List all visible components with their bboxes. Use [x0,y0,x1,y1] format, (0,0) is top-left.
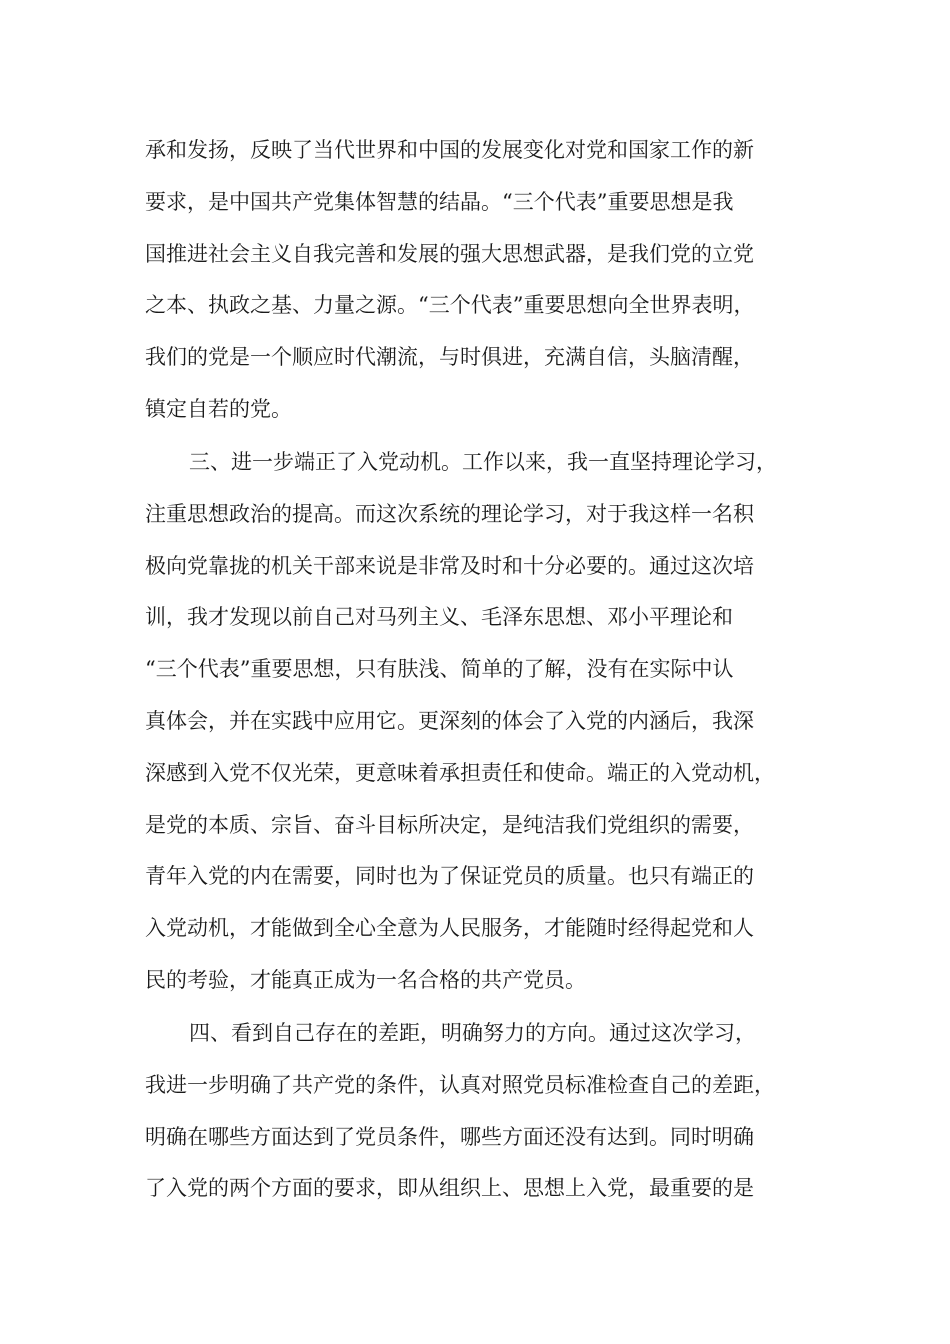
text-line: 我进一步明确了共产党的条件，认真对照党员标准检查自己的差距， [145,1072,775,1097]
text-line: 四、看到自己存在的差距，明确努力的方向。通过这次学习， [189,1021,756,1045]
text-line: 民的考验，才能真正成为一名合格的共产党员。 [145,967,586,992]
text-line: 之本、执政之基、力量之源。“三个代表”重要思想向全世界表明， [145,293,755,318]
paragraph-four [145,1008,815,1215]
paragraph-three [145,437,815,1007]
text-line: 了入党的两个方面的要求，即从组织上、思想上入党，最重要的是 [145,1176,754,1201]
text-line: 青年入党的内在需要，同时也为了保证党员的质量。也只有端正的 [145,864,754,889]
text-line: 真体会，并在实践中应用它。更深刻的体会了入党的内涵后，我深 [145,708,754,733]
text-line: 训，我才发现以前自己对马列主义、毛泽东思想、邓小平理论和 [145,605,733,630]
text-line: 镇定自若的党。 [145,396,292,421]
text-line: 三、进一步端正了入党动机。工作以来，我一直坚持理论学习， [189,450,777,474]
text-line: 明确在哪些方面达到了党员条件，哪些方面还没有达到。同时明确 [145,1124,754,1149]
text-line: 承和发扬，反映了当代世界和中国的发展变化对党和国家工作的新 [145,138,754,162]
text-line: 要求，是中国共产党集体智慧的结晶。“三个代表”重要思想是我 [145,189,734,214]
text-line: 注重思想政治的提高。而这次系统的理论学习，对于我这样一名积 [145,501,754,526]
paragraph-continuation [145,125,815,436]
text-line: 入党动机，才能做到全心全意为人民服务，才能随时经得起党和人 [145,916,754,941]
text-line: 极向党靠拢的机关干部来说是非常及时和十分必要的。通过这次培 [145,553,754,578]
text-line: 深感到入党不仅光荣，更意味着承担责任和使命。端正的入党动机， [145,760,775,785]
text-line: 我们的党是一个顺应时代潮流，与时俱进，充满自信，头脑清醒， [145,345,754,370]
text-line: “三个代表”重要思想，只有肤浅、简单的了解，没有在实际中认 [145,657,734,682]
text-line: 国推进社会主义自我完善和发展的强大思想武器，是我们党的立党 [145,241,754,266]
text-line: 是党的本质、宗旨、奋斗目标所决定，是纯洁我们党组织的需要， [145,812,754,837]
